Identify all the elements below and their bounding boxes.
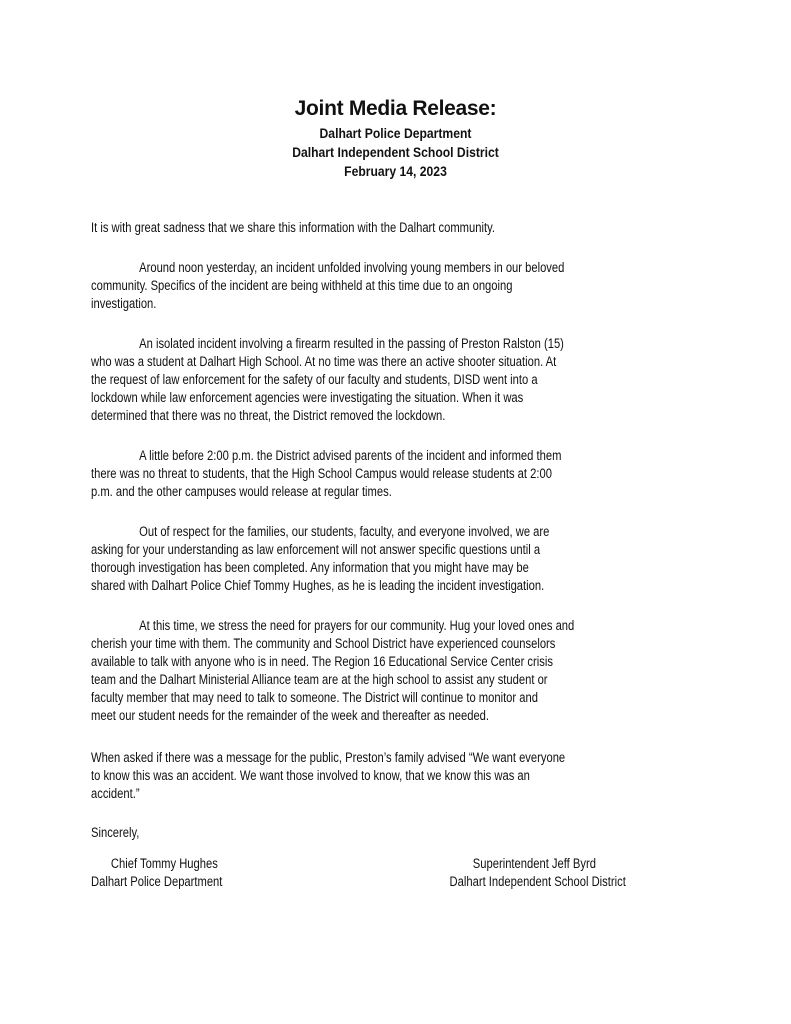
paragraph-line: there was no threat to students, that the High School Campus would release students at 2:00 bbox=[91, 466, 552, 481]
paragraph-line: thorough investigation has been completed. Any information that you might have may be bbox=[91, 560, 529, 575]
paragraph-line: meet our student needs for the remainder of the week and thereafter as needed. bbox=[91, 708, 490, 723]
paragraph-line: asking for your understanding as law enforcement will not answer specific questions until a bbox=[91, 542, 541, 557]
paragraph-line: At this time, we stress the need for prayers for our community. Hug your loved ones and bbox=[139, 618, 575, 633]
org-police: Dalhart Police Department bbox=[319, 126, 472, 141]
signature-left-name: Chief Tommy Hughes bbox=[110, 856, 218, 871]
paragraph-line: community. Specifics of the incident are being withheld at this time due to an ongoing bbox=[91, 278, 513, 293]
paragraph-line: determined that there was no threat, the District removed the lockdown. bbox=[91, 408, 446, 423]
paragraph-line: the request of law enforcement for the safety of our faculty and students, DISD went into a bbox=[91, 372, 538, 387]
document-body bbox=[91, 0, 755, 1024]
paragraph-line: team and the Dalhart Ministerial Alliance team are at the high school to assist any student or bbox=[91, 672, 548, 687]
paragraph-line: accident.” bbox=[91, 786, 140, 801]
paragraph-line: When asked if there was a message for the public, Preston’s family advised “We want everyone bbox=[91, 750, 566, 765]
paragraph-line: p.m. and the other campuses would release at regular times. bbox=[91, 484, 392, 499]
paragraph-line: faculty member that may need to talk to someone. The District will continue to monitor and bbox=[91, 690, 538, 705]
release-date: February 14, 2023 bbox=[344, 164, 447, 179]
paragraph-line: available to talk with anyone who is in need. The Region 16 Educational Service Center crisis bbox=[91, 654, 553, 669]
signature-left-org: Dalhart Police Department bbox=[91, 874, 223, 889]
paragraph-line: investigation. bbox=[91, 296, 157, 311]
paragraph-line: Around noon yesterday, an incident unfolded involving young members in our beloved bbox=[139, 260, 565, 275]
signature-right-name: Superintendent Jeff Byrd bbox=[472, 856, 596, 871]
paragraph-line: A little before 2:00 p.m. the District advised parents of the incident and informed them bbox=[139, 448, 562, 463]
paragraph-line: who was a student at Dalhart High School. At no time was there an active shooter situation. At bbox=[91, 354, 557, 369]
paragraph-line: It is with great sadness that we share this information with the Dalhart community. bbox=[91, 220, 495, 235]
org-school-district: Dalhart Independent School District bbox=[292, 145, 499, 160]
paragraph-line: to know this was an accident. We want those involved to know, that we know this was an bbox=[91, 768, 530, 783]
signature-right-org: Dalhart Independent School District bbox=[449, 874, 626, 889]
paragraph-line: Sincerely, bbox=[91, 825, 140, 840]
page-title: Joint Media Release: bbox=[294, 97, 497, 120]
paragraph-line: An isolated incident involving a firearm resulted in the passing of Preston Ralston (15) bbox=[139, 336, 564, 351]
paragraph-line: shared with Dalhart Police Chief Tommy Hughes, as he is leading the incident investigation. bbox=[91, 578, 545, 593]
paragraph-line: cherish your time with them. The community and School District have experienced counselors bbox=[91, 636, 556, 651]
paragraph-line: Out of respect for the families, our students, faculty, and everyone involved, we are bbox=[139, 524, 550, 539]
paragraph-line: lockdown while law enforcement agencies were investigating the situation. When it was bbox=[91, 390, 524, 405]
